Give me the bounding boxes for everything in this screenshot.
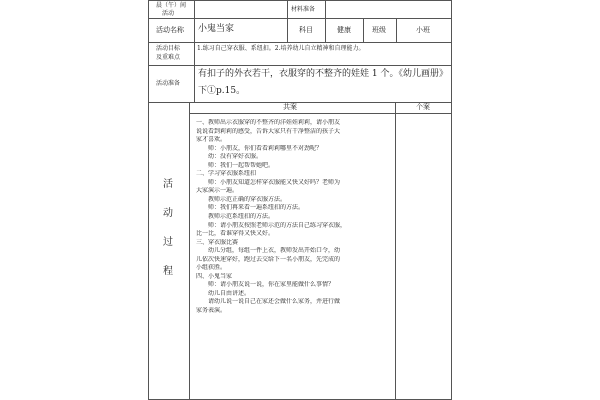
cell-time-value (194, 0, 288, 19)
cell-individual-body (395, 113, 452, 400)
process-line: 大家演示一遍。 (196, 187, 239, 195)
prep-line1: 有扣子的外衣若干，衣服穿的不整齐的娃娃 1 个。《幼儿画册》 (198, 69, 448, 79)
process-body (196, 119, 396, 316)
side-char: 程 (163, 266, 173, 277)
process-line: 师：小朋友，你们看看莉莉哪里不对劲呢？ (208, 144, 323, 152)
goals-label-line2: 及重难点 (156, 54, 181, 61)
process-line: 幼儿分组，每组一件上衣，教师发出开始口令，幼 (208, 247, 341, 255)
process-line: 小组获胜。 (196, 264, 227, 272)
time-label-line2: 活动 (162, 10, 175, 17)
process-line: 教师示范正确的穿衣服方法。 (208, 195, 287, 203)
goals-label-line1: 活动目标 (156, 45, 181, 52)
process-line: 幼：没有穿好衣服。 (208, 153, 263, 161)
prep-label: 活动准备 (156, 80, 181, 87)
process-line: 家务表演。 (196, 307, 227, 315)
process-line: 师：请小朋友说一说，你在家里能做什么事情？ (208, 281, 335, 289)
process-line: 二、学习穿衣服系纽扣 (196, 170, 257, 178)
process-line: 师：小朋友知道怎样穿衣服能又快又好吗？老师为 (208, 178, 341, 186)
process-line: 四、小鬼当家 (196, 272, 233, 280)
goals-text: 1.练习自己穿衣服、系纽扣。2.培养幼儿自立精神和自理能力。 (197, 45, 365, 52)
time-label-line1: 晨（午）间 (156, 2, 187, 9)
activity-name-label: 活动名称 (156, 26, 184, 34)
process-line: 三、穿衣服比赛 (196, 238, 239, 246)
cell-materials-value (325, 0, 452, 19)
lesson-plan-table (148, 0, 452, 400)
side-char: 活 (163, 179, 173, 190)
activity-name-value: 小鬼当家 (198, 24, 235, 34)
process-line: 教师示范系纽扣的方法。 (208, 213, 275, 221)
materials-label: 材料准备 (291, 6, 316, 13)
process-line: 比一比，看谁穿得又快又好。 (196, 230, 275, 238)
process-line: 请幼儿说一说自己在家还会做什么家务，并进行做 (208, 298, 341, 306)
process-line: 师：我们一起帮帮她吧。 (208, 161, 275, 169)
process-line: 家才喜欢。 (196, 136, 227, 144)
class-label: 班级 (372, 26, 386, 34)
individual-plan-header: 个案 (416, 103, 430, 111)
subject-label: 科目 (299, 26, 313, 34)
process-line: 幼儿自由讲述。 (208, 289, 251, 297)
class-value: 小班 (416, 26, 430, 34)
process-line: 师：我们再来看一遍系纽扣的方法。 (208, 204, 305, 212)
process-line: 一、教师出示衣服穿的不整齐的洋娃娃莉莉，请小朋友 (196, 119, 341, 126)
common-plan-header: 共案 (283, 103, 297, 111)
process-side-label (158, 175, 178, 291)
prep-line2: 下①p.15。 (198, 86, 246, 96)
process-line: 说说看到莉莉的感受，告诉大家只有干净整洁的孩子大 (196, 127, 341, 135)
process-line: 儿依次快速穿好，跑过去交给下一名小朋友，先完成的 (196, 255, 341, 263)
subject-value: 健康 (337, 26, 351, 34)
side-char: 过 (163, 237, 173, 248)
process-line: 师：请小朋友按照老师示范的方法自己练习穿衣服， (208, 221, 347, 229)
side-char: 动 (163, 208, 173, 219)
